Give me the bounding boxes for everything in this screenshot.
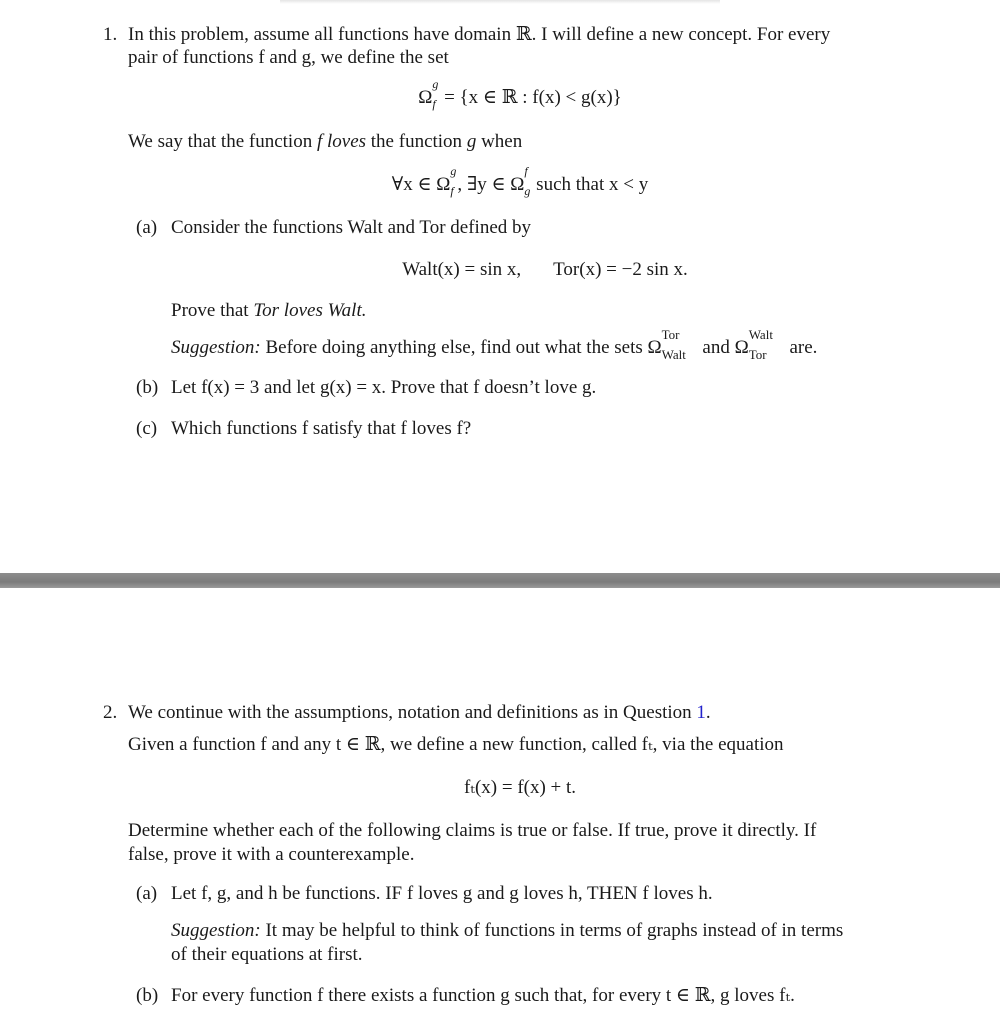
q2-a-text: Let f, g, and h be functions. IF f loves g and g loves h, THEN f loves h. — [171, 883, 713, 904]
q2-a-suggestion-line1: Suggestion: It may be helpful to think of functions in terms of graphs instead of in terms — [171, 920, 844, 941]
q1-b-text: Let f(x) = 3 and let g(x) = x. Prove that f doesn’t love g. — [171, 377, 597, 398]
q2-number: 2. — [103, 702, 118, 723]
q1-c-text: Which functions f satisfy that f loves f? — [171, 418, 472, 439]
question-1-link[interactable]: 1 — [696, 702, 706, 723]
q2-equation: fₜ(x) = f(x) + t. — [463, 777, 577, 798]
top-shadow — [280, 0, 720, 4]
q1-set-definition — [0, 77, 1000, 111]
q1-c-label: (c) — [136, 418, 158, 439]
q2-a-label: (a) — [136, 883, 158, 904]
q2-line2: Given a function f and any t ∈ ℝ, we define a new function, called fₜ, via the equation — [128, 734, 784, 755]
q1-intro-line1: In this problem, assume all functions have domain ℝ. I will define a new concept. For every — [128, 24, 831, 45]
page-divider — [0, 573, 1000, 588]
document-page-2 — [0, 588, 1000, 1024]
q1-a-label: (a) — [136, 217, 158, 238]
q1-a-suggestion: Suggestion: Before doing anything else, find out what the sets Ω Tor Walt and Ω Walt Tor are. — [171, 327, 818, 362]
q2-b-label: (b) — [136, 985, 159, 1006]
q2-determine-line1: Determine whether each of the following claims is true or false. If true, prove it directly. If — [128, 820, 817, 841]
q2-b-text: For every function f there exists a function g such that, for every t ∈ ℝ, g loves fₜ. — [171, 985, 795, 1006]
q1-a-text: Consider the functions Walt and Tor defined by — [171, 217, 532, 238]
q1-a-prove: Prove that Tor loves Walt. — [171, 300, 367, 321]
q1-loves-condition: ∀x ∈ Ω g f , ∃y ∈ Ω f g such that x < y — [391, 164, 649, 198]
q1-number: 1. — [103, 24, 118, 45]
q1-loves-definition: We say that the function f loves the function g when — [128, 131, 523, 152]
q2-line1: We continue with the assumptions, notation and definitions as in Question 1. — [128, 702, 711, 723]
set-def-text: = {x ∈ ℝ : f(x) < g(x)} — [444, 87, 622, 108]
q1-b-label: (b) — [136, 377, 159, 398]
omega-f-g: Ω g f — [418, 77, 439, 111]
q2-determine-line2: false, prove it with a counterexample. — [128, 844, 415, 865]
q1-walt-tor-definitions: Walt(x) = sin x, Tor(x) = −2 sin x. — [402, 259, 688, 280]
q2-a-suggestion-line2: of their equations at first. — [171, 944, 363, 965]
q1-intro-line2: pair of functions f and g, we define the set — [128, 47, 449, 68]
